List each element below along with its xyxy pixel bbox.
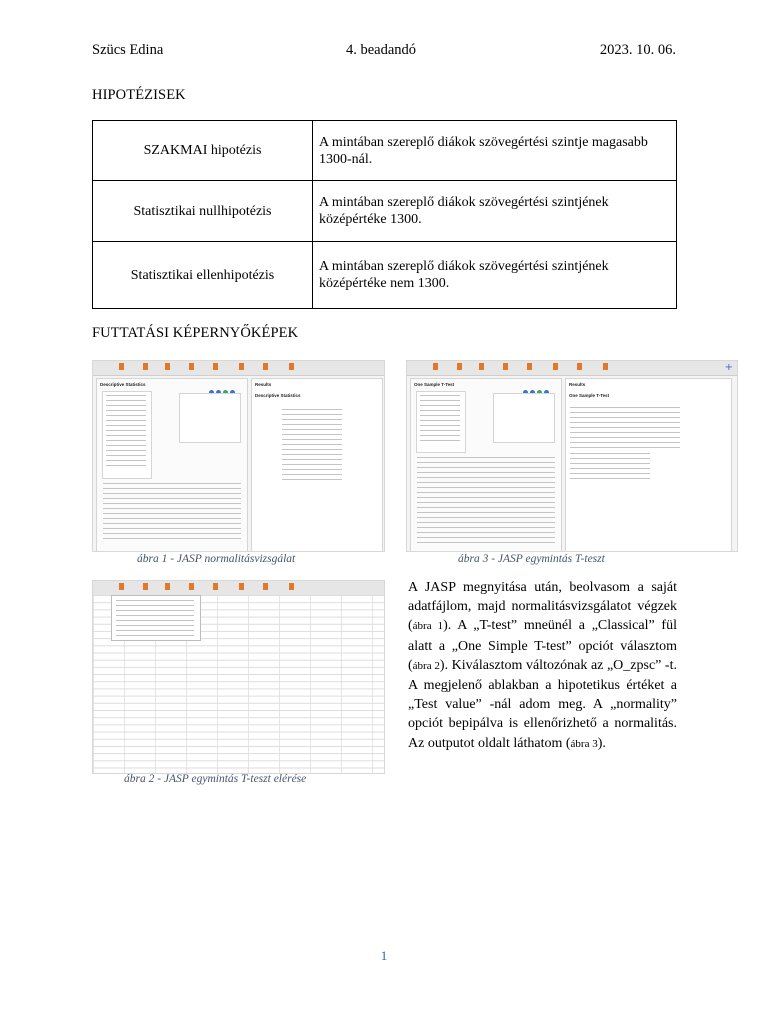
figure-2-caption: ábra 2 - JASP egymintás T-teszt elérése xyxy=(124,773,307,785)
panel-title: Descriptive Statistics xyxy=(100,382,146,387)
body-text: ). A „T-test” mneünél a „Classical” fül alatt a „One Simple T-test” opciót választom ( xyxy=(408,618,677,673)
hypothesis-text: A mintában szereplő diákok szövegértési szintjének középértéke nem 1300. xyxy=(313,242,677,309)
table-row xyxy=(93,181,677,242)
hypothesis-text: A mintában szereplő diákok szövegértési szintjének középértéke 1300. xyxy=(313,181,677,242)
add-icon[interactable]: + xyxy=(724,362,733,373)
screenshots-heading: FUTTATÁSI KÉPERNYŐKÉPEK xyxy=(92,325,299,341)
results-panel xyxy=(251,378,383,552)
selected-variables xyxy=(493,393,555,443)
author-name: Szücs Edina xyxy=(92,42,164,58)
body-text: A JASP megnyitása után, beolvasom a saját adatfájlom, majd normalitásvizsgálatot végzek ( xyxy=(408,580,677,634)
jasp-ttest-screenshot xyxy=(406,360,738,552)
selected-variables xyxy=(179,393,241,443)
jasp-toolbar xyxy=(93,581,384,596)
variable-list xyxy=(416,391,466,453)
body-text: ). Kiválasztom változónak az „O_zpsc” -t. A megjelenő ablakban a hipotetikus értéket a „Test value” -nál adom meg. A „normality” opciót bepipálva is ellenőrizhető a normalitás. Az outputot oldalt láthatom ( xyxy=(408,657,677,751)
page-number: 1 xyxy=(380,948,388,963)
variable-list xyxy=(102,391,152,479)
jasp-toolbar xyxy=(407,361,737,376)
analysis-options-panel xyxy=(96,378,248,552)
hypotheses-table xyxy=(92,120,677,309)
hypothesis-label: Statisztikai nullhipotézis xyxy=(93,181,313,242)
figure-3-caption: ábra 3 - JASP egymintás T-teszt xyxy=(458,553,605,565)
results-subtitle: Descriptive Statistics xyxy=(255,393,301,398)
jasp-descriptives-screenshot xyxy=(92,360,385,552)
figure-reference: ábra 3 xyxy=(570,737,598,750)
jasp-data-view-screenshot xyxy=(92,580,385,774)
analysis-options-panel xyxy=(410,378,562,552)
results-subtitle: One Sample T-Test xyxy=(569,393,610,398)
assignment-title: 4. beadandó xyxy=(346,42,417,58)
document-date: 2023. 10. 06. xyxy=(599,42,676,58)
hypotheses-heading: HIPOTÉZISEK xyxy=(92,87,186,103)
panel-title: One Sample T-Test xyxy=(414,382,455,387)
table-row xyxy=(93,242,677,309)
table-row xyxy=(93,121,677,181)
body-paragraph xyxy=(408,578,677,754)
page-header xyxy=(92,42,676,62)
results-title: Results xyxy=(255,382,272,387)
jasp-toolbar xyxy=(93,361,384,376)
figure-1-caption: ábra 1 - JASP normalitásvizsgálat xyxy=(137,553,296,565)
ttest-dropdown-menu xyxy=(111,595,201,641)
hypothesis-label: Statisztikai ellenhipotézis xyxy=(93,242,313,309)
hypothesis-label: SZAKMAI hipotézis xyxy=(93,121,313,181)
body-text: ). xyxy=(597,735,606,751)
results-panel xyxy=(565,378,732,552)
figure-reference: ábra 2 xyxy=(412,659,440,672)
results-title: Results xyxy=(569,382,586,387)
figure-reference: ábra 1 xyxy=(412,620,444,633)
hypothesis-text: A mintában szereplő diákok szövegértési szintje magasabb 1300-nál. xyxy=(313,121,677,181)
